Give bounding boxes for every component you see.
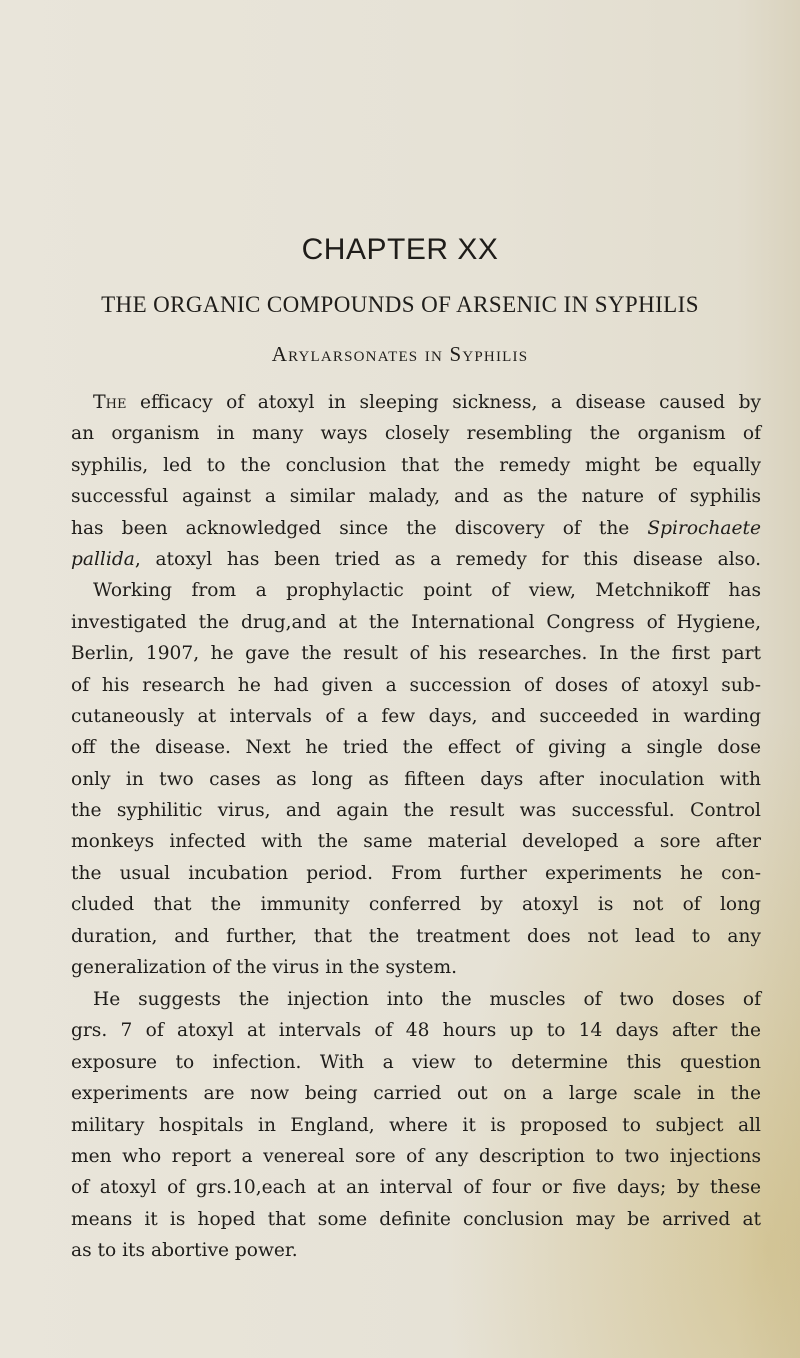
text-line: the usual incubation period. From further experiments he con- — [71, 862, 761, 884]
chapter-heading: CHAPTER XX — [301, 233, 499, 266]
text-line: monkeys infected with the same material developed a sore after — [71, 831, 761, 853]
text-line: experiments are now being carried out on a large scale in the — [71, 1083, 761, 1105]
text-line: cluded that the immunity conferred by atoxyl is not of long — [71, 894, 761, 916]
paragraph-2 — [71, 984, 761, 1267]
section-title: Arylarsonates in Syphilis — [271, 342, 529, 366]
text-line: military hospitals in England, where it is proposed to subject all — [71, 1114, 761, 1136]
chapter-title: THE ORGANIC COMPOUNDS OF ARSENIC IN SYPHILIS — [101, 292, 699, 317]
text-line: has been acknowledged since the discovery of the Spirochaete — [71, 517, 761, 539]
italic-term: Spirochaete — [647, 517, 761, 539]
text-line: exposure to infection. With a view to determine this question — [71, 1051, 761, 1073]
text-line: as to its abortive power. — [71, 1240, 298, 1262]
text-line: The efficacy of atoxyl in sleeping sickness, a disease caused by — [93, 391, 761, 413]
text-line: successful against a similar malady, and as the nature of syphilis — [71, 486, 761, 508]
text-line: syphilis, led to the conclusion that the remedy might be equally — [71, 454, 761, 476]
text-line: off the disease. Next he tried the effect of giving a single dose — [71, 737, 761, 759]
paragraph-1 — [71, 387, 761, 983]
text-line: generalization of the virus in the system. — [71, 957, 458, 979]
text-line: means it is hoped that some definite conclusion may be arrived at — [71, 1208, 761, 1230]
text-line: of his research he had given a succession of doses of atoxyl sub- — [71, 674, 761, 696]
text-line: Working from a prophylactic point of view, Metchnikoff has — [93, 580, 761, 602]
text-line: an organism in many ways closely resembling the organism of — [71, 423, 761, 445]
text-line: duration, and further, that the treatment does not lead to any — [71, 925, 761, 947]
paragraph-lead-word: The — [93, 391, 127, 413]
italic-term: pallida — [71, 548, 135, 570]
text-line: pallida, atoxyl has been tried as a remedy for this disease also. — [71, 548, 761, 570]
text-line: Berlin, 1907, he gave the result of his researches. In the first part — [71, 643, 761, 665]
text-line: only in two cases as long as fifteen days after inoculation with — [71, 768, 761, 790]
text-line: the syphilitic virus, and again the result was successful. Control — [71, 800, 761, 822]
text-line: cutaneously at intervals of a few days, and succeeded in warding — [71, 705, 761, 727]
text-line: investigated the drug,and at the International Congress of Hygiene, — [71, 611, 761, 633]
text-line: He suggests the injection into the muscles of two doses of — [93, 989, 761, 1010]
text-line: men who report a venereal sore of any description to two injections — [71, 1145, 761, 1167]
text-line: grs. 7 of atoxyl at intervals of 48 hours up to 14 days after the — [71, 1020, 761, 1042]
text-line: of atoxyl of grs.10,each at an interval of four or five days; by these — [71, 1177, 761, 1199]
